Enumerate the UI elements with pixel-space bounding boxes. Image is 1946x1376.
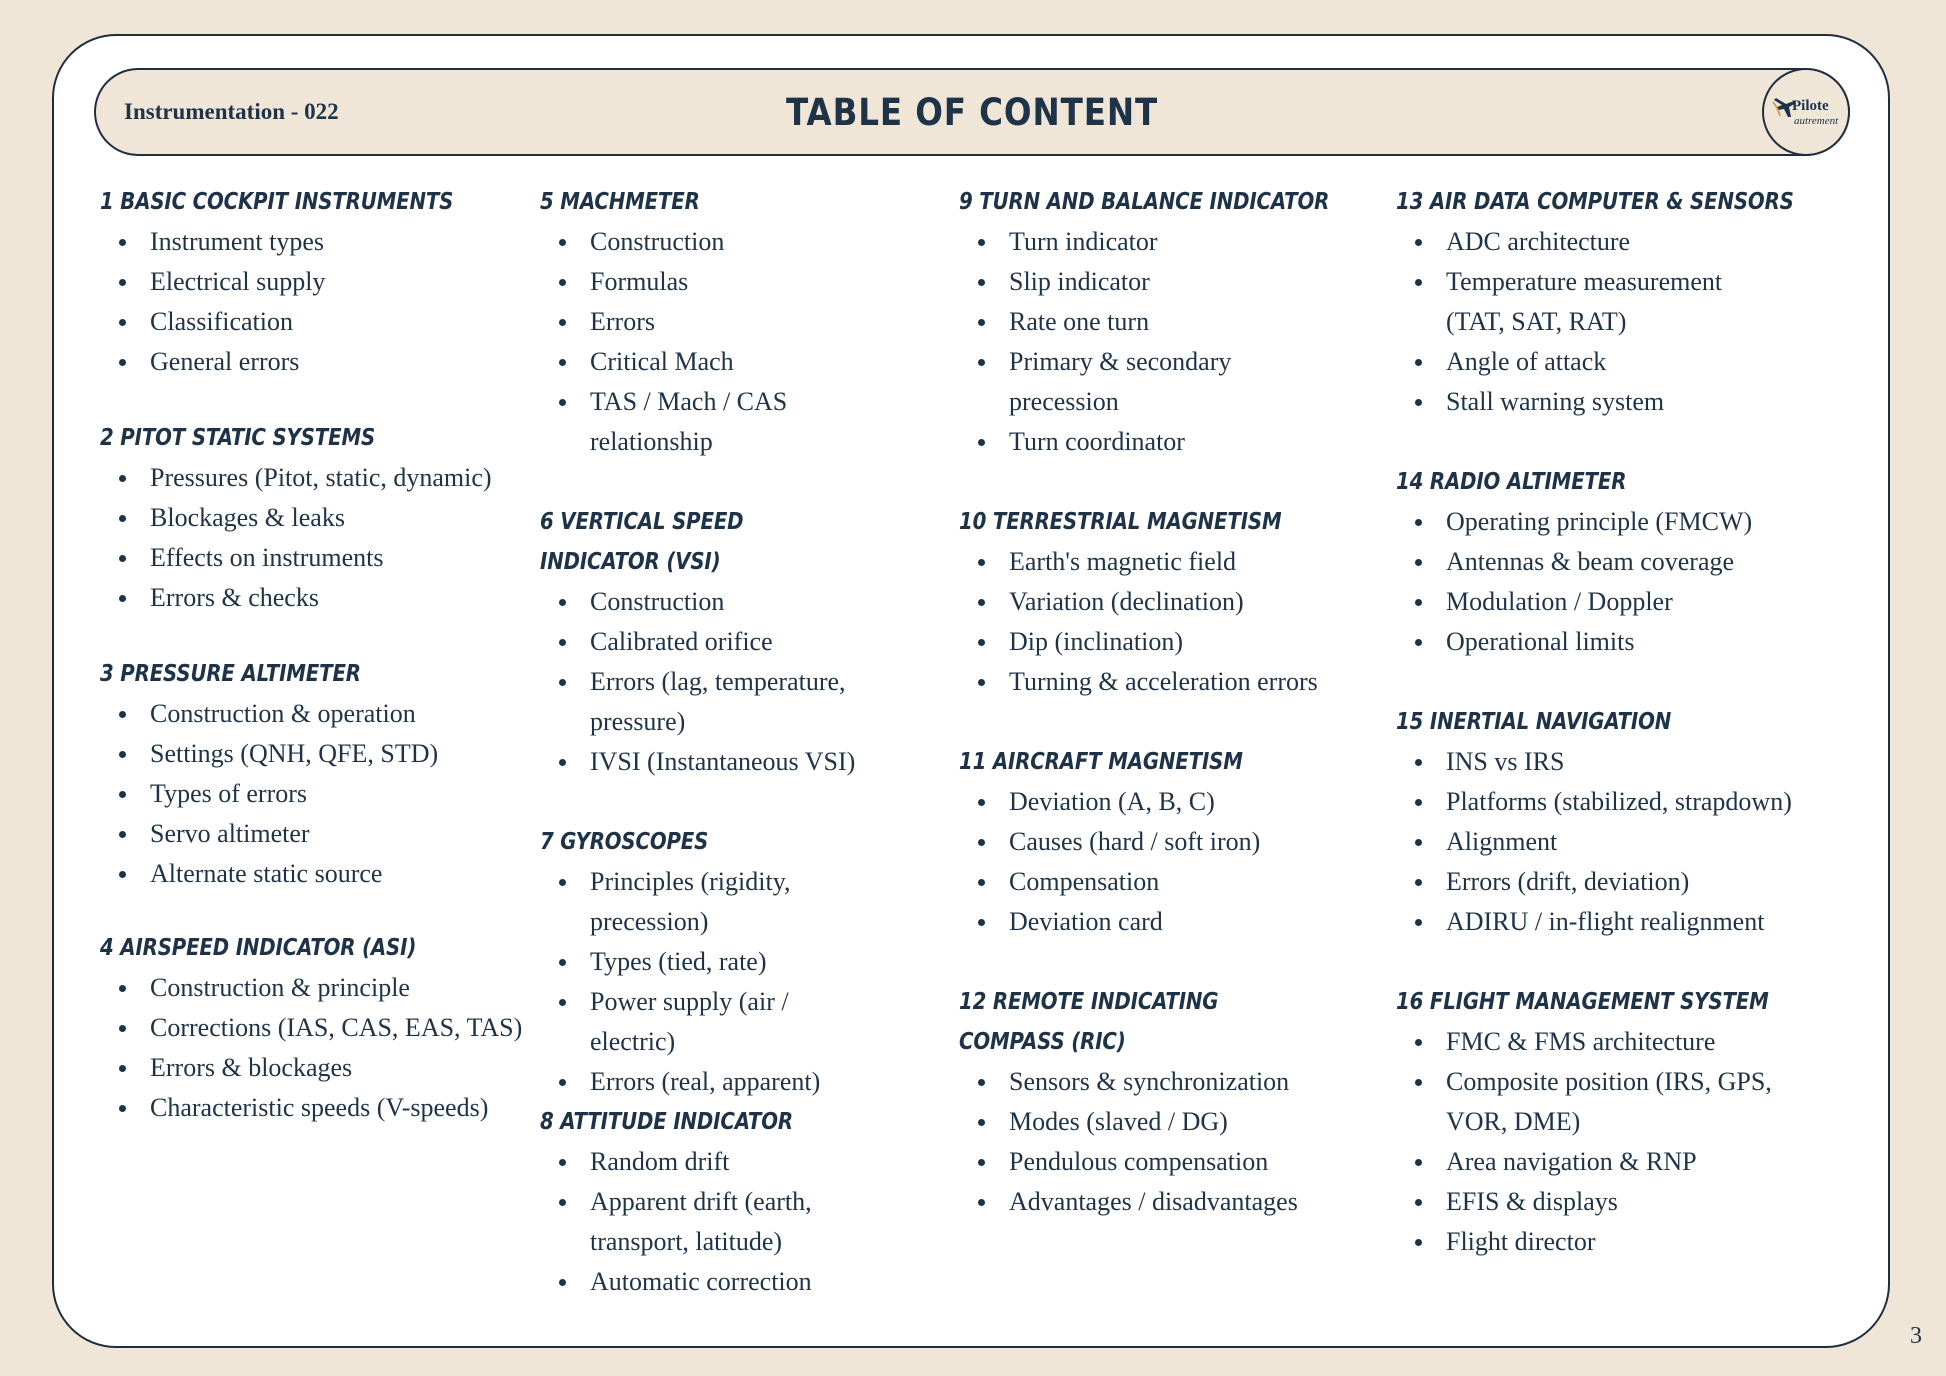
list-item: Advantages / disadvantages xyxy=(959,1182,1379,1222)
section-title[interactable]: 8 ATTITUDE INDICATOR xyxy=(540,1109,793,1135)
list-item: Pendulous compensation xyxy=(959,1142,1379,1182)
toc-section xyxy=(1396,702,1826,982)
list-item: Construction xyxy=(540,582,860,622)
page-card xyxy=(52,34,1890,1348)
list-item: IVSI (Instantaneous VSI) xyxy=(540,742,860,782)
list-item: Modes (slaved / DG) xyxy=(959,1102,1379,1142)
section-item-list xyxy=(959,542,1379,702)
list-item: Calibrated orifice xyxy=(540,622,860,662)
list-item: Critical Mach xyxy=(540,342,860,382)
toc-section xyxy=(959,182,1379,502)
list-item: Alignment xyxy=(1396,822,1826,862)
toc-section xyxy=(959,742,1379,982)
section-title[interactable]: 6 VERTICAL SPEED INDICATOR (VSI) xyxy=(540,509,744,575)
list-item: Causes (hard / soft iron) xyxy=(959,822,1379,862)
section-item-list xyxy=(540,862,860,1102)
list-item: Alternate static source xyxy=(100,854,530,894)
section-item-list xyxy=(959,1062,1379,1222)
list-item: Dip (inclination) xyxy=(959,622,1379,662)
list-item: TAS / Mach / CAS relationship xyxy=(540,382,860,462)
section-title[interactable]: 7 GYROSCOPES xyxy=(540,829,709,855)
section-item-list xyxy=(100,694,530,894)
list-item: Types of errors xyxy=(100,774,530,814)
toc-section xyxy=(100,654,530,928)
section-title[interactable]: 1 BASIC COCKPIT INSTRUMENTS xyxy=(100,189,454,215)
list-item: General errors xyxy=(100,342,530,382)
toc-column-1 xyxy=(100,182,530,1128)
list-item: Earth's magnetic field xyxy=(959,542,1379,582)
section-item-list xyxy=(959,222,1289,462)
list-item: Turning & acceleration errors xyxy=(959,662,1379,702)
section-title[interactable]: 14 RADIO ALTIMETER xyxy=(1396,469,1627,495)
section-title[interactable]: 2 PITOT STATIC SYSTEMS xyxy=(100,425,376,451)
list-item: Instrument types xyxy=(100,222,530,262)
toc-section xyxy=(540,822,860,1102)
list-item: Power supply (air / electric) xyxy=(540,982,860,1062)
list-item: Errors (real, apparent) xyxy=(540,1062,860,1102)
section-item-list xyxy=(1396,1022,1796,1262)
toc-column-4 xyxy=(1396,182,1826,1262)
toc-section xyxy=(959,982,1379,1222)
section-item-list xyxy=(1396,742,1826,942)
section-item-list xyxy=(100,458,530,618)
list-item: Electrical supply xyxy=(100,262,530,302)
list-item: Deviation (A, B, C) xyxy=(959,782,1379,822)
section-item-list xyxy=(540,1142,860,1302)
page-title: TABLE OF CONTENT xyxy=(785,91,1159,134)
section-item-list xyxy=(540,222,860,462)
list-item: Area navigation & RNP xyxy=(1396,1142,1796,1182)
list-item: Construction & operation xyxy=(100,694,530,734)
document-subject: Instrumentation - 022 xyxy=(124,99,339,124)
list-item: Compensation xyxy=(959,862,1379,902)
toc-column-3 xyxy=(959,182,1379,1222)
list-item: FMC & FMS architecture xyxy=(1396,1022,1796,1062)
list-item: Errors (drift, deviation) xyxy=(1396,862,1826,902)
section-title[interactable]: 11 AIRCRAFT MAGNETISM xyxy=(959,749,1243,775)
list-item: EFIS & displays xyxy=(1396,1182,1796,1222)
list-item: Construction xyxy=(540,222,860,262)
list-item: Primary & secondary precession xyxy=(959,342,1289,422)
list-item: Temperature measurement (TAT, SAT, RAT) xyxy=(1396,262,1766,342)
section-title[interactable]: 10 TERRESTRIAL MAGNETISM xyxy=(959,509,1282,535)
list-item: ADC architecture xyxy=(1396,222,1766,262)
toc-column-2 xyxy=(540,182,860,1302)
toc-section xyxy=(540,502,860,822)
list-item: ADIRU / in-flight realignment xyxy=(1396,902,1826,942)
toc-section xyxy=(540,1102,860,1302)
list-item: Formulas xyxy=(540,262,860,302)
list-item: Errors & blockages xyxy=(100,1048,530,1088)
section-item-list xyxy=(100,222,530,382)
list-item: Blockages & leaks xyxy=(100,498,530,538)
list-item: Effects on instruments xyxy=(100,538,530,578)
section-item-list xyxy=(1396,502,1826,662)
list-item: Slip indicator xyxy=(959,262,1289,302)
list-item: Principles (rigidity, precession) xyxy=(540,862,860,942)
header-bar xyxy=(94,68,1850,156)
list-item: Apparent drift (earth, transport, latitude) xyxy=(540,1182,860,1262)
section-title[interactable]: 13 AIR DATA COMPUTER & SENSORS xyxy=(1396,189,1794,215)
list-item: Angle of attack xyxy=(1396,342,1766,382)
list-item: Stall warning system xyxy=(1396,382,1766,422)
section-title[interactable]: 4 AIRSPEED INDICATOR (ASI) xyxy=(100,935,417,961)
section-item-list xyxy=(1396,222,1766,422)
list-item: Errors & checks xyxy=(100,578,530,618)
toc-section xyxy=(1396,462,1826,702)
list-item: Characteristic speeds (V-speeds) xyxy=(100,1088,530,1128)
toc-section xyxy=(540,182,860,502)
list-item: Turn indicator xyxy=(959,222,1289,262)
section-item-list xyxy=(100,968,530,1128)
list-item: Variation (declination) xyxy=(959,582,1379,622)
list-item: Platforms (stabilized, strapdown) xyxy=(1396,782,1826,822)
list-item: Operational limits xyxy=(1396,622,1826,662)
toc-section xyxy=(100,182,530,418)
list-item: Construction & principle xyxy=(100,968,530,1008)
list-item: Errors xyxy=(540,302,860,342)
list-item: Types (tied, rate) xyxy=(540,942,860,982)
toc-section xyxy=(1396,182,1826,462)
page-number: 3 xyxy=(1910,1323,1922,1349)
list-item: INS vs IRS xyxy=(1396,742,1826,782)
list-item: Corrections (IAS, CAS, EAS, TAS) xyxy=(100,1008,530,1048)
section-title[interactable]: 15 INERTIAL NAVIGATION xyxy=(1396,709,1672,735)
list-item: Automatic correction xyxy=(540,1262,860,1302)
toc-section xyxy=(100,418,530,654)
section-title[interactable]: 3 PRESSURE ALTIMETER xyxy=(100,661,361,687)
list-item: Random drift xyxy=(540,1142,860,1182)
list-item: Sensors & synchronization xyxy=(959,1062,1379,1102)
list-item: Composite position (IRS, GPS, VOR, DME) xyxy=(1396,1062,1796,1142)
list-item: Modulation / Doppler xyxy=(1396,582,1826,622)
list-item: Settings (QNH, QFE, STD) xyxy=(100,734,530,774)
toc-section xyxy=(100,928,530,1128)
logo-wordmark: Pilote xyxy=(1792,98,1829,114)
section-item-list xyxy=(959,782,1379,942)
brand-logo xyxy=(1762,68,1850,156)
section-title[interactable]: 12 REMOTE INDICATING COMPASS (RIC) xyxy=(959,989,1219,1055)
list-item: Servo altimeter xyxy=(100,814,530,854)
airplane-icon xyxy=(1764,70,1848,154)
list-item: Turn coordinator xyxy=(959,422,1289,462)
section-title[interactable]: 16 FLIGHT MANAGEMENT SYSTEM xyxy=(1396,989,1769,1015)
list-item: Operating principle (FMCW) xyxy=(1396,502,1826,542)
logo-tagline: autrement xyxy=(1794,115,1839,127)
list-item: Pressures (Pitot, static, dynamic) xyxy=(100,458,530,498)
list-item: Rate one turn xyxy=(959,302,1289,342)
toc-section xyxy=(1396,982,1826,1262)
list-item: Antennas & beam coverage xyxy=(1396,542,1826,582)
list-item: Classification xyxy=(100,302,530,342)
section-item-list xyxy=(540,582,860,782)
toc-section xyxy=(959,502,1379,742)
section-title[interactable]: 9 TURN AND BALANCE INDICATOR xyxy=(959,189,1330,215)
list-item: Flight director xyxy=(1396,1222,1796,1262)
list-item: Errors (lag, temperature, pressure) xyxy=(540,662,860,742)
list-item: Deviation card xyxy=(959,902,1379,942)
section-title[interactable]: 5 MACHMETER xyxy=(540,189,700,215)
